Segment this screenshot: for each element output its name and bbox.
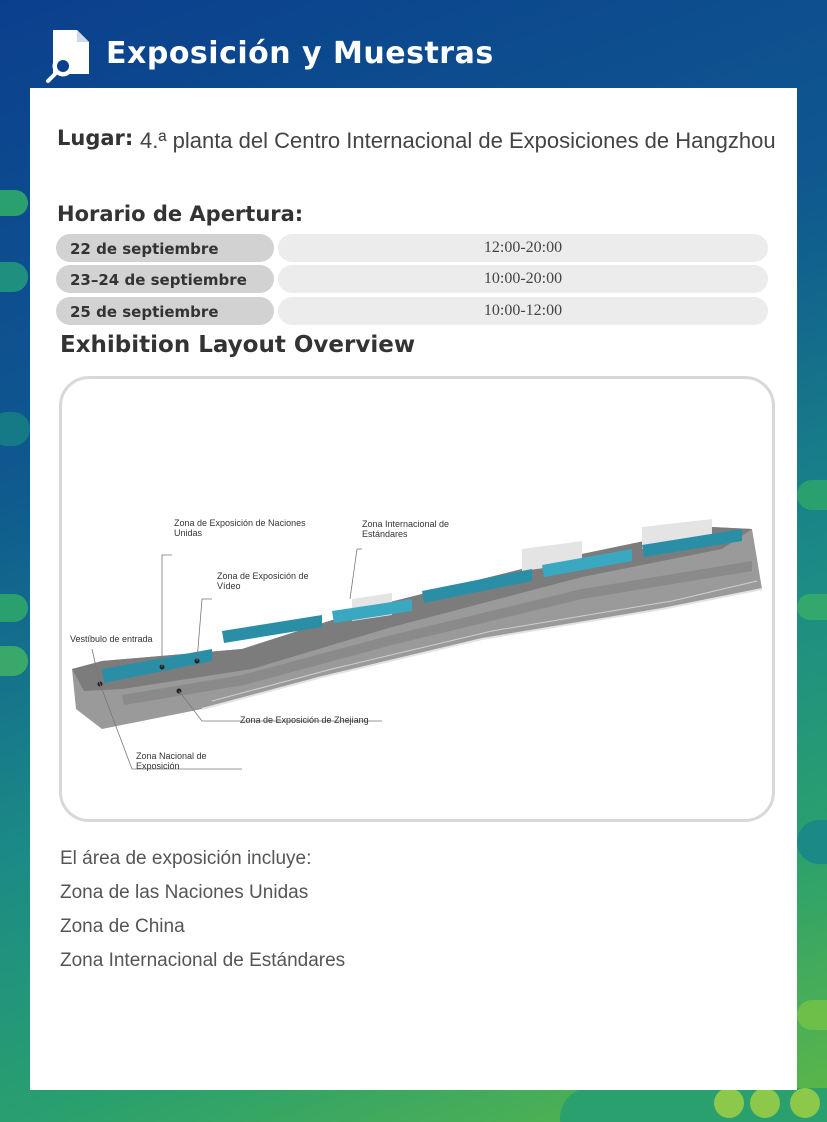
list-item: Zona de las Naciones Unidas (60, 882, 309, 903)
venue-label: Lugar: (57, 126, 134, 150)
hours-time: 10:00-12:00 (278, 297, 768, 325)
hours-time: 12:00-20:00 (278, 234, 768, 262)
venue-value: 4.ª planta del Centro Internacional de Exposiciones de Hangzhou (140, 128, 776, 153)
map-label-un-zone: Zona de Exposición de Naciones Unidas (174, 518, 306, 538)
exhibition-zone-list (60, 882, 345, 984)
map-label-entrance: Vestíbulo de entrada (70, 634, 153, 644)
page-title: Exposición y Muestras (106, 36, 494, 71)
hours-row (56, 297, 770, 325)
hours-day: 23–24 de septiembre (56, 265, 274, 293)
map-label-video-zone: Zona de Exposición de Vídeo (217, 571, 309, 591)
page-header (0, 0, 827, 88)
hours-row (56, 265, 770, 293)
layout-title: Exhibition Layout Overview (60, 332, 416, 358)
map-label-zhejiang-zone: Zona de Exposición de Zhejiang (240, 715, 369, 725)
exhibition-layout-map (59, 376, 775, 822)
list-item: Zona Internacional de Estándares (60, 950, 346, 971)
content-panel (30, 88, 797, 1090)
hours-day: 22 de septiembre (56, 234, 274, 262)
hours-time: 10:00-20:00 (278, 265, 768, 293)
hours-day: 25 de septiembre (56, 297, 274, 325)
exhibition-intro: El área de exposición incluye: (60, 848, 312, 869)
map-label-national-zone: Zona Nacional de Exposición (136, 751, 207, 771)
opening-hours-label: Horario de Apertura: (57, 202, 304, 226)
map-label-standards-zone: Zona Internacional de Estándares (362, 519, 450, 539)
list-item: Zona de China (60, 916, 185, 937)
hours-row (56, 234, 770, 262)
document-search-icon (45, 28, 93, 84)
